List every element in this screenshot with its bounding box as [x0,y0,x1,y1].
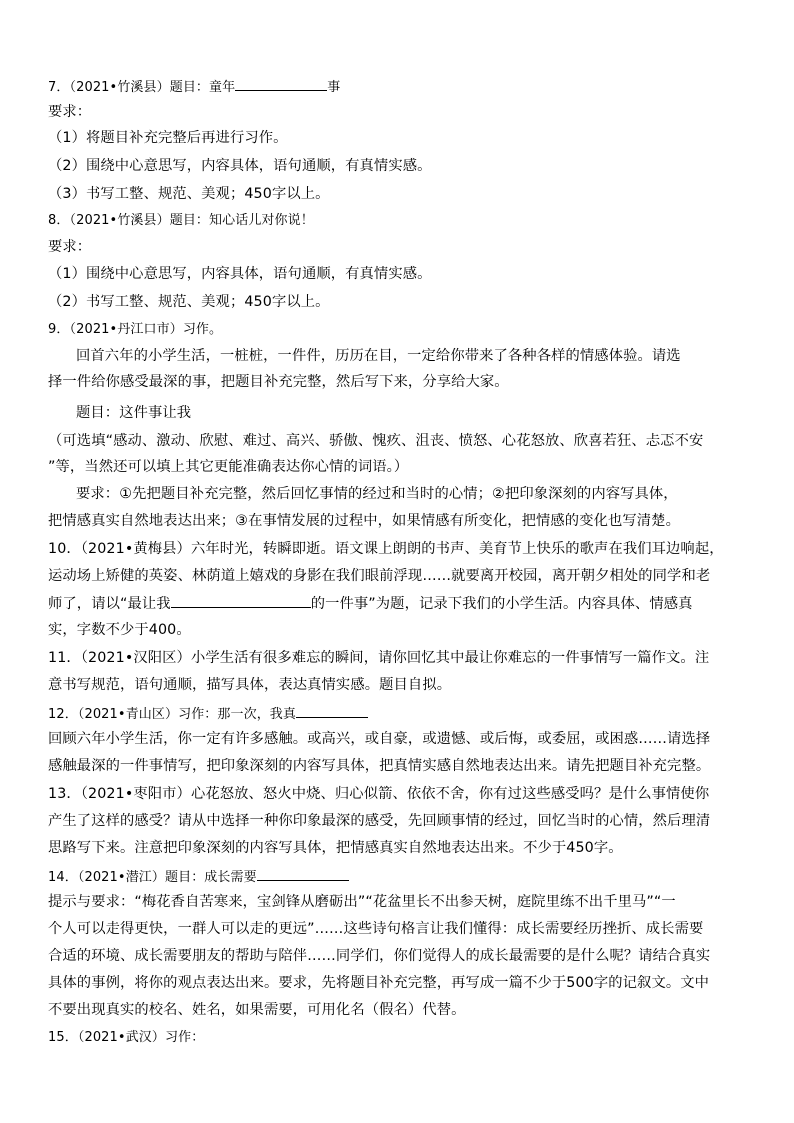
q8-req-label: 要求： [48,239,92,255]
q9-title: 9．（2021•丹江口市）习作。 [48,322,223,337]
q7-title-end: 事 [327,80,341,95]
q9-choices-a: （可选填“感动、激动、欣慰、难过、高兴、骄傲、愧疚、沮丧、愤怒、心花怒放、欣喜若狂、忐忑不安 [48,433,704,449]
q13-line-c: 思路写下来。注意把印象深刻的内容写具体，把情感真实自然地表达出来。不少于450字。 [48,840,623,856]
q13-line-b: 产生了这样的感受？请从中选择一种你印象最深的感受，先回顾事情的经过，回忆当时的心情，然后理清 [48,813,711,829]
q10-line-d: 实，字数不少于400。 [48,622,191,638]
q14-line-b: 个人可以走得更快，一群人可以走的更远”……这些诗句格言让我们懂得：成长需要经历挫折、成长需要 [48,921,704,937]
q8-title: 8．（2021•竹溪县）题目：知心话儿对你说！ [48,213,314,228]
q9-req-b: 把情感真实自然地表达出来；③在事情发展的过程中，如果情感有所变化，把情感的变化也写清楚。 [48,513,680,529]
q14-line-e: 不要出现真实的校名、姓名，如果需要，可用化名（假名）代替。 [48,1002,466,1018]
q8-req-2: （2）书写工整、规范、美观；450字以上。 [48,294,330,310]
q14-title-text: 14．（2021•潜江）题目：成长需要 [48,870,257,885]
q7-req-3: （3）书写工整、规范、美观；450字以上。 [48,186,330,202]
q14-title [48,866,349,888]
q14-line-c: 合适的环境、成长需要朋友的帮助与陪伴……同学们，你们觉得人的成长最需要的是什么呢？请结合真实 [48,948,711,964]
q10-line-c-start: 师了，请以“最让我 [48,596,171,612]
q9-topic: 题目：这件事让我 [76,405,192,421]
q12-line-a: 回顾六年小学生活，你一定有许多感触。或高兴，或自豪，或遗憾、或后悔，或委屈，或困惑……请选择 [48,731,711,747]
q9-para-1b: 择一件给你感受最深的事，把题目补充完整，然后写下来，分享给大家。 [48,374,509,390]
q10-line-c [48,593,693,614]
q7-req-label: 要求： [48,104,92,120]
q12-title [48,703,368,725]
q10-line-a: 10．（2021•黄梅县）六年时光，转瞬即逝。语文课上朗朗的书声、美育节上快乐的歌声在我们耳边响起， [48,541,724,557]
q12-blank [296,703,368,718]
q15-title: 15．（2021•武汉）习作： [48,1030,205,1045]
q10-line-c-end: 的一件事”为题，记录下我们的小学生活。内容具体、情感真 [310,596,693,612]
q9-para-1a: 回首六年的小学生活，一桩桩，一件件，历历在目，一定给你带来了各种各样的情感体验。请选 [76,348,681,364]
q12-title-text: 12．（2021•青山区）习作：那一次，我真 [48,707,296,722]
q14-line-d: 具体的事例，将你的观点表达出来。要求，先将题目补充完整，再写成一篇不少于500字的记叙文。文中 [48,975,710,991]
q13-line-a: 13．（2021•枣阳市）心花怒放、怒火中烧、归心似箭、依依不舍，你有过这些感受吗？是什么事情使你 [48,786,710,802]
q14-blank [257,866,349,881]
q11-line-b: 意书写规范，语句通顺，描写具体，表达真情实感。题目自拟。 [48,677,452,693]
q7-title [48,76,340,98]
q7-title-text: 7．（2021•竹溪县）题目：童年 [48,80,236,95]
q9-choices-b: ”等，当然还可以填上其它更能准确表达你心情的词语。） [48,459,409,475]
q7-req-1: （1）将题目补充完整后再进行习作。 [48,130,288,146]
q12-line-b: 感触最深的一件事情写，把印象深刻的内容写具体，把真情实感自然地表达出来。请先把题目补充完整。 [48,758,711,774]
q10-line-b: 运动场上矫健的英姿、林荫道上嬉戏的身影在我们眼前浮现……就要离开校园，离开朝夕相处的同学和老 [48,568,711,584]
q8-req-1: （1）围绕中心意思写，内容具体，语句通顺，有真情实感。 [48,266,432,282]
q7-blank [235,76,327,91]
q11-line-a: 11．（2021•汉阳区）小学生活有很多难忘的瞬间，请你回忆其中最让你难忘的一件事情写一篇作文。注 [48,650,710,666]
q10-blank [171,593,311,608]
q14-line-a: 提示与要求：“梅花香自苦寒来，宝剑锋从磨砺出”“花盆里长不出参天树，庭院里练不出千里马”“一 [48,894,676,910]
q9-req-a: 要求：①先把题目补充完整，然后回忆事情的经过和当时的心情；②把印象深刻的内容写具体， [76,486,678,502]
q7-req-2: （2）围绕中心意思写，内容具体，语句通顺，有真情实感。 [48,158,432,174]
